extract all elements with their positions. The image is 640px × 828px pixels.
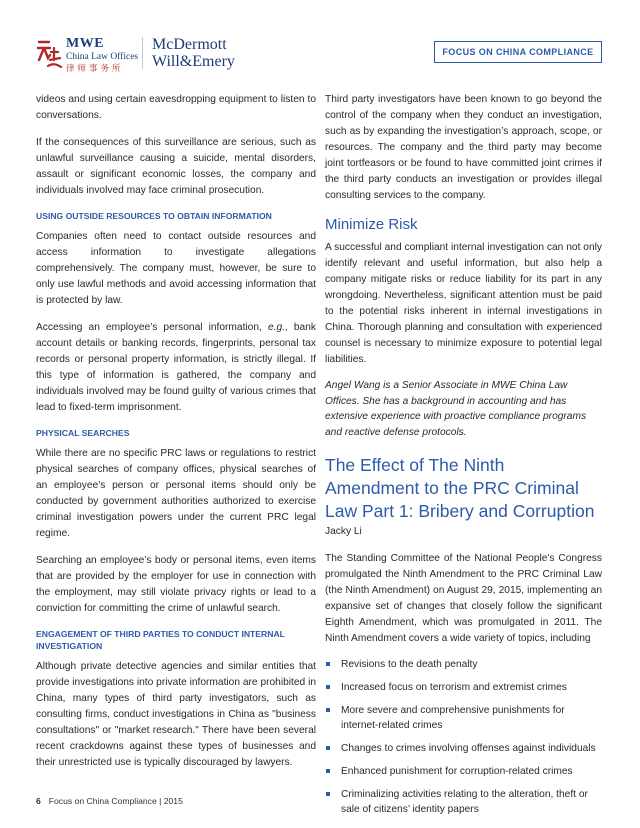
article-title: The Effect of The Ninth Amendment to the PRC Criminal Law Part 1: Bribery and Corruption: [325, 455, 595, 521]
paragraph: videos and using certain eavesdropping equipment to listen to conversations.: [36, 94, 316, 121]
list-item: Revisions to the death penalty: [325, 657, 602, 672]
logo-chinese-text: 律师事务所: [66, 63, 124, 73]
paragraph: Companies often need to contact outside resources and access information to investigate allegations comprehensively. The company must, however, be sure to only use lawful methods and avoid accessing information that is protected by law.: [36, 231, 316, 306]
mwe-china-logo: [66, 37, 138, 73]
bullet-square-icon: [326, 792, 330, 796]
mwe-chinese-logo-icon: [36, 36, 62, 70]
paragraph: The Standing Committee of the National People's Congress promulgated the Ninth Amendment to the PRC Criminal Law (the Ninth Amendment) on August 29, 2015, implementing an expansive set of changes that closely follow the significant Eighth Amendment, which was promulgated in 2011. The Ninth Amendment covers a wide variety of topics, including: [325, 553, 602, 644]
author-bio: Angel Wang is a Senior Associate in MWE China Law Offices. She has a background in accounting and has extensive experience with proactive compliance programs and reactive defense protocols.: [325, 380, 587, 438]
section-heading-minimize-risk: Minimize Risk: [325, 216, 418, 233]
bullet-square-icon: [326, 746, 330, 750]
paragraph: Accessing an employee’s personal information, e.g., bank account details or banking records, fingerprints, personal tax records or personal property information, is strictly illegal. If this type of information is gathered, the company and individuals involved may be found guilty of various crimes that lead to fixed-term imprisonment.: [36, 322, 316, 413]
list-item: Criminalizing activities relating to the alteration, theft or sale of citizens’ identity papers: [325, 787, 602, 817]
publication-name: Focus on China Compliance | 2015: [48, 796, 183, 806]
right-column: [325, 92, 602, 825]
bullet-square-icon: [326, 708, 330, 712]
logo-china-offices-text: China Law Offices: [66, 52, 139, 62]
paragraph: Searching an employee’s body or personal items, even items that are provided by the employer for use in connection with the employment, may still violate privacy rights or lead to a conviction for committing the crime of unlawful search.: [36, 555, 316, 614]
section-heading-physical-searches: PHYSICAL SEARCHES: [36, 428, 130, 438]
paragraph: Third party investigators have been known to go beyond the control of the company when they conduct an investigation, such as by expanding the investigation’s approach, scope, or resources. The company and the third party may become joint tortfeasors or be found to have committed joint crimes if the third party conducts an investigation or provides illegal consulting services to the company.: [325, 94, 602, 201]
list-item: Changes to crimes involving offenses against individuals: [325, 741, 602, 756]
mcdermott-logo: [152, 36, 235, 70]
left-column: [36, 92, 316, 771]
list-item: Increased focus on terrorism and extremist crimes: [325, 680, 602, 695]
section-badge: FOCUS ON CHINA COMPLIANCE: [434, 41, 602, 63]
logo-firm-line1: McDermott: [152, 36, 227, 53]
paragraph: While there are no specific PRC laws or regulations to restrict physical searches of company offices, physical searches of an employee’s person or personal items should only be conducted by government authorities authorized to exercise criminal investigation powers under the current PRC legal regime.: [36, 448, 316, 539]
article-author: Jacky Li: [325, 526, 362, 537]
page-number: 6: [36, 796, 41, 806]
logo-firm-line2: Will&Emery: [152, 53, 235, 70]
section-heading-engagement: ENGAGEMENT OF THIRD PARTIES TO CONDUCT INTERNAL INVESTIGATION: [36, 629, 285, 651]
page-header: [0, 0, 640, 80]
paragraph: A successful and compliant internal investigation can not only identify relevant and useful information, but also help a company mitigate risks or reduce liability for its part in any wrongdoing. Nevertheless, significant attention must be paid to the potential risks inherent in internal investigations in China. Thorough planning and consultation with experienced counsel is necessary to minimize exposure to potential legal liabilities.: [325, 242, 602, 365]
list-item: Enhanced punishment for corruption-related crimes: [325, 764, 602, 779]
bullet-square-icon: [326, 685, 330, 689]
bullet-square-icon: [326, 769, 330, 773]
bullet-square-icon: [326, 662, 330, 666]
paragraph: Although private detective agencies and similar entities that provide investigations into private information are prohibited in China, many types of third party investigators, such as consulting firms, conduct investigations in China as "business consultations" or "market research." There have been several recent crackdowns against these types of businesses and their unrestricted use is typically discouraged by lawyers.: [36, 661, 316, 768]
list-item: More severe and comprehensive punishments for internet-related crimes: [325, 703, 602, 733]
section-heading-outside-resources: USING OUTSIDE RESOURCES TO OBTAIN INFORMATION: [36, 211, 272, 221]
topic-list: [325, 657, 602, 817]
logo-mwe-text: MWE: [66, 36, 105, 51]
page-footer: [36, 796, 183, 806]
logo-divider: [142, 37, 143, 69]
paragraph: If the consequences of this surveillance are serious, such as unlawful surveillance causing a suicide, mental disorders, assault or significant economic losses, the company and individuals involved may face criminal prosecution.: [36, 137, 316, 196]
